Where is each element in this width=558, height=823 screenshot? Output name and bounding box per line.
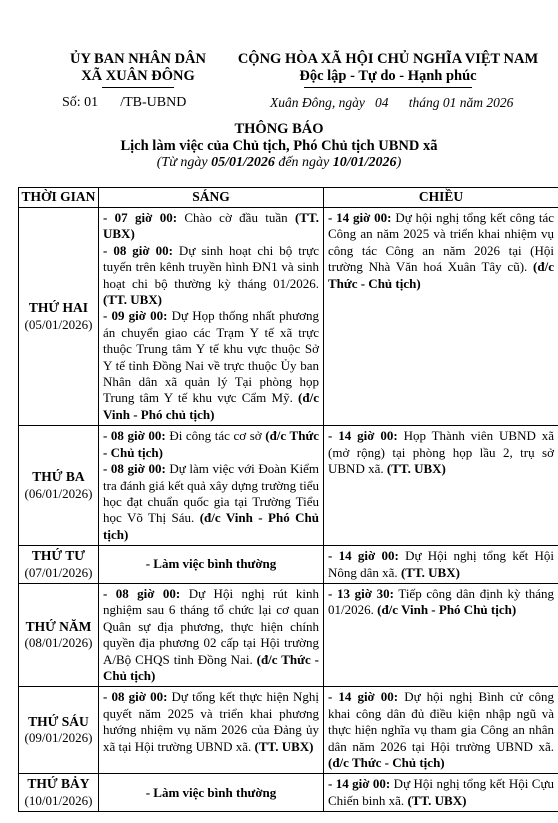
- entry-text: Họp Thành viên UBND xã (mở rộng) tại phòng họp lầu 2, trụ sở UBND xã.: [328, 428, 555, 477]
- entry-time: - 08 giờ 00:: [103, 689, 168, 705]
- schedule-body: [19, 208, 558, 812]
- table-row: [19, 208, 558, 426]
- col-header-morning: SÁNG: [99, 188, 324, 208]
- notice-date-range: [0, 155, 558, 171]
- document-header: [0, 0, 558, 190]
- afternoon-cell: [324, 774, 558, 812]
- entry-time: - 08 giờ 00:: [103, 428, 166, 444]
- entry-text: Dự tổng kết thực hiện Nghị quyết năm 2025 và triển khai phương hướng nhiệm vụ năm 2026 của Đảng ủy xã tại Hội trường UBND xã.: [103, 689, 319, 754]
- entry-host: (TT. UBX): [400, 564, 460, 580]
- schedule-entry: [103, 428, 319, 461]
- day-date: (08/01/2026): [24, 635, 93, 651]
- entry-host: (TT. UBX): [254, 738, 314, 754]
- morning-cell: [99, 583, 324, 686]
- entry-text: Dự Họp thống nhất phương án chuyển giao các Trạm Y tế xã trực thuộc Trung tâm Y tế khu vực thuộc Sở Y tế tỉnh Đồng Nai về trực thuộc Ủy ban Nhân dân xã quản lý Tại phòng họp Trung tâm Y tế khu vực Cẩm Mỹ.: [103, 308, 319, 406]
- entry-time: - 08 giờ 00:: [103, 242, 173, 258]
- schedule-entry: [328, 586, 554, 619]
- day-date: (05/01/2026): [24, 316, 93, 332]
- morning-cell: [99, 687, 324, 774]
- agency-line-2: XÃ XUÂN ĐÔNG: [81, 68, 195, 84]
- notice-title: THÔNG BÁO: [234, 121, 324, 137]
- entry-text: Chào cờ đầu tuần: [177, 210, 296, 225]
- entry-host: (đ/c Thức - Chủ tịch): [103, 428, 320, 460]
- table-header-row: [19, 188, 558, 208]
- motto-underline: [304, 87, 472, 88]
- afternoon-cell: [324, 208, 558, 426]
- entry-text: Dự hội nghị tổng kết công tác Công an năm 2025 và triển khai nhiệm vụ công tác Công an năm 2026 tại (Hội trường Nhà Văn hoá Xuân Tây cũ).: [328, 210, 555, 275]
- schedule-entry: [328, 428, 554, 477]
- schedule-entry: [328, 210, 554, 292]
- entry-host: (TT. UBX): [103, 292, 162, 308]
- entry-host: (đ/c Thức - Chủ tịch): [328, 755, 445, 770]
- day-name: THỨ NĂM: [25, 618, 92, 634]
- entry-time: - 14 giờ 00:: [328, 776, 391, 792]
- day-date: (07/01/2026): [24, 564, 93, 580]
- day-name: THỨ BA: [32, 469, 85, 485]
- entry-host: (đ/c Thức - Chủ tịch): [328, 259, 554, 291]
- day-date: (06/01/2026): [24, 485, 93, 501]
- col-header-afternoon: CHIỀU: [324, 188, 558, 208]
- national-motto: [236, 51, 540, 85]
- entry-text: Dự Hội nghị tổng kết Hội Nông dân xã.: [328, 548, 554, 580]
- schedule-entry: [103, 461, 319, 543]
- range-from: 05/01/2026: [211, 155, 275, 170]
- place-date-post: tháng 01 năm 2026: [408, 95, 514, 110]
- entry-host: (đ/c Vinh - Phó Chủ tịch): [377, 602, 517, 618]
- range-mid: đến ngày: [274, 155, 333, 170]
- table-row: [19, 583, 558, 686]
- agency-underline: [102, 87, 174, 88]
- entry-time: - 14 giờ 00:: [328, 689, 399, 705]
- notice-subtitle: Lịch làm việc của Chủ tịch, Phó Chủ tịch UBND xã: [120, 138, 438, 154]
- day-cell: [19, 426, 99, 546]
- afternoon-cell: [324, 546, 558, 584]
- table-row: [19, 687, 558, 774]
- issuing-agency: [38, 51, 238, 85]
- entry-host: (TT. UBX): [103, 210, 319, 242]
- entry-time: - 13 giờ 30:: [328, 585, 394, 601]
- entry-text: Dự làm việc với Đoàn Kiểm tra đánh giá kết quả xây dựng trường tiểu học đạt chuẩn quốc gia tại Trường Tiểu học Võ Thị Sáu.: [103, 461, 320, 526]
- day-cell: [19, 546, 99, 584]
- schedule-entry: [103, 243, 319, 309]
- range-to: 10/01/2026: [332, 155, 397, 170]
- morning-cell: - Làm việc bình thường: [99, 774, 324, 812]
- entry-text: Đi công tác cơ sở: [165, 428, 266, 444]
- schedule-entry: [328, 776, 554, 809]
- morning-cell: - Làm việc bình thường: [99, 546, 324, 584]
- day-cell: [19, 687, 99, 774]
- entry-text: Dự hội nghị Bình cử công khai công dân đủ điều kiện nhập ngũ và thực hiện nghĩa vụ tham gia Công an nhân dân năm 2026 tại Hội trường UBND xã.: [328, 689, 555, 754]
- entry-text: Dự sinh hoạt chi bộ trực tuyến trên kênh truyền hình ĐN1 và sinh hoạt chi bộ thường kỳ tháng 01/2026.: [103, 242, 319, 291]
- table-row: [19, 426, 558, 546]
- entry-time: - 08 giờ 00:: [103, 461, 166, 477]
- entry-host: (TT. UBX): [386, 461, 446, 477]
- morning-cell: [99, 208, 324, 426]
- doc-number-suffix: /TB-UBND: [120, 95, 187, 110]
- schedule-entry: [103, 210, 319, 243]
- day-name: THỨ TƯ: [31, 548, 86, 564]
- entry-text: Dự Hội nghị rút kinh nghiệm sau 6 tháng tổ chức lại cơ quan Quân sự địa phương, thực hiện chính quyền địa phương 02 cấp tại Hội trường A/Bộ CHQS tỉnh Đồng Nai.: [103, 585, 320, 667]
- schedule-entry: [328, 689, 554, 771]
- entry-host: (đ/c Thức - Chủ tịch): [103, 651, 319, 683]
- afternoon-cell: [324, 687, 558, 774]
- date-day: 04: [375, 95, 389, 110]
- nation-line-2: Độc lập - Tự do - Hạnh phúc: [299, 68, 477, 84]
- entry-text: Dự Hội nghị tổng kết Hội Cựu Chiến binh xã.: [328, 776, 554, 808]
- place-and-date: [270, 95, 513, 111]
- col-header-time: THỜI GIAN: [19, 188, 99, 208]
- entry-time: - 08 giờ 00:: [103, 585, 181, 601]
- nation-line-1: CỘNG HÒA XÃ HỘI CHỦ NGHĨA VIỆT NAM: [237, 51, 539, 67]
- entry-time: - 14 giờ 00:: [328, 548, 399, 564]
- day-date: (09/01/2026): [24, 730, 93, 746]
- day-name: THỨ BẢY: [27, 776, 90, 792]
- entry-host: (TT. UBX): [407, 792, 467, 808]
- day-cell: [19, 583, 99, 686]
- day-name: THỨ HAI: [28, 300, 89, 316]
- schedule-entry: [103, 586, 319, 684]
- document-number: [62, 95, 186, 111]
- entry-time: - 14 giờ 00:: [328, 210, 392, 225]
- schedule-entry: [328, 548, 554, 581]
- morning-cell: [99, 426, 324, 546]
- entry-text: Tiếp công dân định kỳ tháng 01/2026.: [328, 585, 554, 618]
- day-name: THỨ SÁU: [28, 713, 89, 729]
- place-date-pre: Xuân Đông, ngày: [270, 95, 365, 110]
- day-date: (10/01/2026): [24, 792, 93, 808]
- range-post: ): [396, 155, 402, 170]
- afternoon-cell: [324, 426, 558, 546]
- range-pre: (Từ ngày: [156, 155, 212, 170]
- entry-host: (đ/c Vinh - Phó chủ tịch): [103, 390, 319, 422]
- table-row: [19, 546, 558, 584]
- day-cell: [19, 774, 99, 812]
- agency-line-1: ỦY BAN NHÂN DÂN: [69, 51, 206, 67]
- entry-time: - 09 giờ 00:: [103, 308, 168, 324]
- schedule-table: [18, 187, 558, 812]
- table-row: [19, 774, 558, 812]
- entry-host: (đ/c Vinh - Phó Chủ tịch): [103, 510, 319, 542]
- afternoon-cell: [324, 583, 558, 686]
- doc-number-prefix: Số: 01: [62, 95, 99, 110]
- entry-time: - 07 giờ 00:: [103, 210, 178, 225]
- entry-time: - 14 giờ 00:: [328, 428, 398, 444]
- schedule-entry: [103, 689, 319, 755]
- schedule-entry: [103, 308, 319, 423]
- day-cell: [19, 208, 99, 426]
